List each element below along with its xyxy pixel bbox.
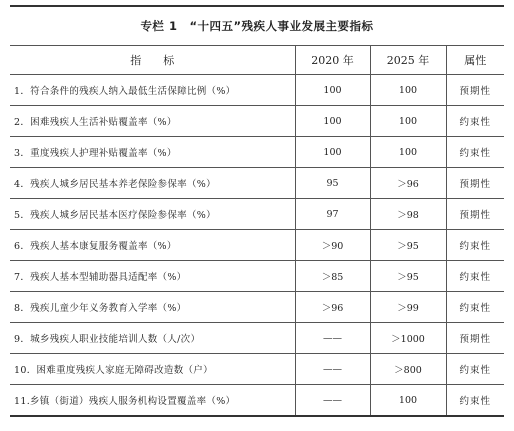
- indicator-nature: 约束性: [446, 261, 504, 292]
- value-2025: ＞98: [370, 199, 446, 230]
- table-row: [10, 261, 504, 292]
- value-2025: ＞800: [370, 354, 446, 385]
- header-2020: 2020 年: [295, 46, 370, 75]
- value-2025: 100: [370, 106, 446, 137]
- table-row: [10, 106, 504, 137]
- table-row: [10, 385, 504, 417]
- indicator-nature: 预期性: [446, 75, 504, 106]
- indicator-name: 8．残疾儿童少年义务教育入学率（%）: [10, 292, 295, 323]
- value-2025: ＞95: [370, 261, 446, 292]
- indicator-nature: 约束性: [446, 292, 504, 323]
- indicator-name: 4．残疾人城乡居民基本养老保险参保率（%）: [10, 168, 295, 199]
- indicator-name: 7．残疾人基本型辅助器具适配率（%）: [10, 261, 295, 292]
- table-row: [10, 75, 504, 106]
- value-2025: ＞1000: [370, 323, 446, 354]
- value-2025: ＞99: [370, 292, 446, 323]
- indicator-sheet: [10, 5, 504, 417]
- indicator-name: 10．困难重度残疾人家庭无障碍改造数（户）: [10, 354, 295, 385]
- table-title-row: [10, 6, 504, 46]
- indicator-nature: 预期性: [446, 199, 504, 230]
- indicator-name: 9．城乡残疾人职业技能培训人数（人/次）: [10, 323, 295, 354]
- table-row: [10, 199, 504, 230]
- indicator-name: 1．符合条件的残疾人纳入最低生活保障比例（%）: [10, 75, 295, 106]
- table-header-row: [10, 46, 504, 75]
- indicator-nature: 预期性: [446, 323, 504, 354]
- indicator-name: 11.乡镇（街道）残疾人服务机构设置覆盖率（%）: [10, 385, 295, 417]
- value-2020: 95: [295, 168, 370, 199]
- value-2020: 100: [295, 106, 370, 137]
- table-row: [10, 292, 504, 323]
- indicator-nature: 约束性: [446, 137, 504, 168]
- indicator-name: 2．困难残疾人生活补贴覆盖率（%）: [10, 106, 295, 137]
- table-row: [10, 323, 504, 354]
- value-2020: 97: [295, 199, 370, 230]
- value-2020: ＞90: [295, 230, 370, 261]
- value-2020: ＞85: [295, 261, 370, 292]
- indicators-table: [10, 5, 504, 417]
- value-2025: 100: [370, 385, 446, 417]
- table-row: [10, 354, 504, 385]
- indicator-name: 6．残疾人基本康复服务覆盖率（%）: [10, 230, 295, 261]
- value-2020: 100: [295, 137, 370, 168]
- table-title: 专栏 1 “十四五”残疾人事业发展主要指标: [10, 6, 504, 46]
- indicator-nature: 约束性: [446, 354, 504, 385]
- indicator-name: 3．重度残疾人护理补贴覆盖率（%）: [10, 137, 295, 168]
- table-row: [10, 137, 504, 168]
- indicator-name: 5．残疾人城乡居民基本医疗保险参保率（%）: [10, 199, 295, 230]
- indicator-nature: 约束性: [446, 230, 504, 261]
- table-row: [10, 168, 504, 199]
- table-row: [10, 230, 504, 261]
- header-nature: 属性: [446, 46, 504, 75]
- value-2020: ——: [295, 323, 370, 354]
- value-2025: ＞96: [370, 168, 446, 199]
- value-2025: ＞95: [370, 230, 446, 261]
- header-indicator: 指 标: [10, 46, 295, 75]
- value-2020: ——: [295, 354, 370, 385]
- value-2020: ——: [295, 385, 370, 417]
- value-2020: ＞96: [295, 292, 370, 323]
- indicator-nature: 约束性: [446, 385, 504, 417]
- indicator-nature: 预期性: [446, 168, 504, 199]
- value-2020: 100: [295, 75, 370, 106]
- header-2025: 2025 年: [370, 46, 446, 75]
- value-2025: 100: [370, 75, 446, 106]
- indicator-nature: 约束性: [446, 106, 504, 137]
- value-2025: 100: [370, 137, 446, 168]
